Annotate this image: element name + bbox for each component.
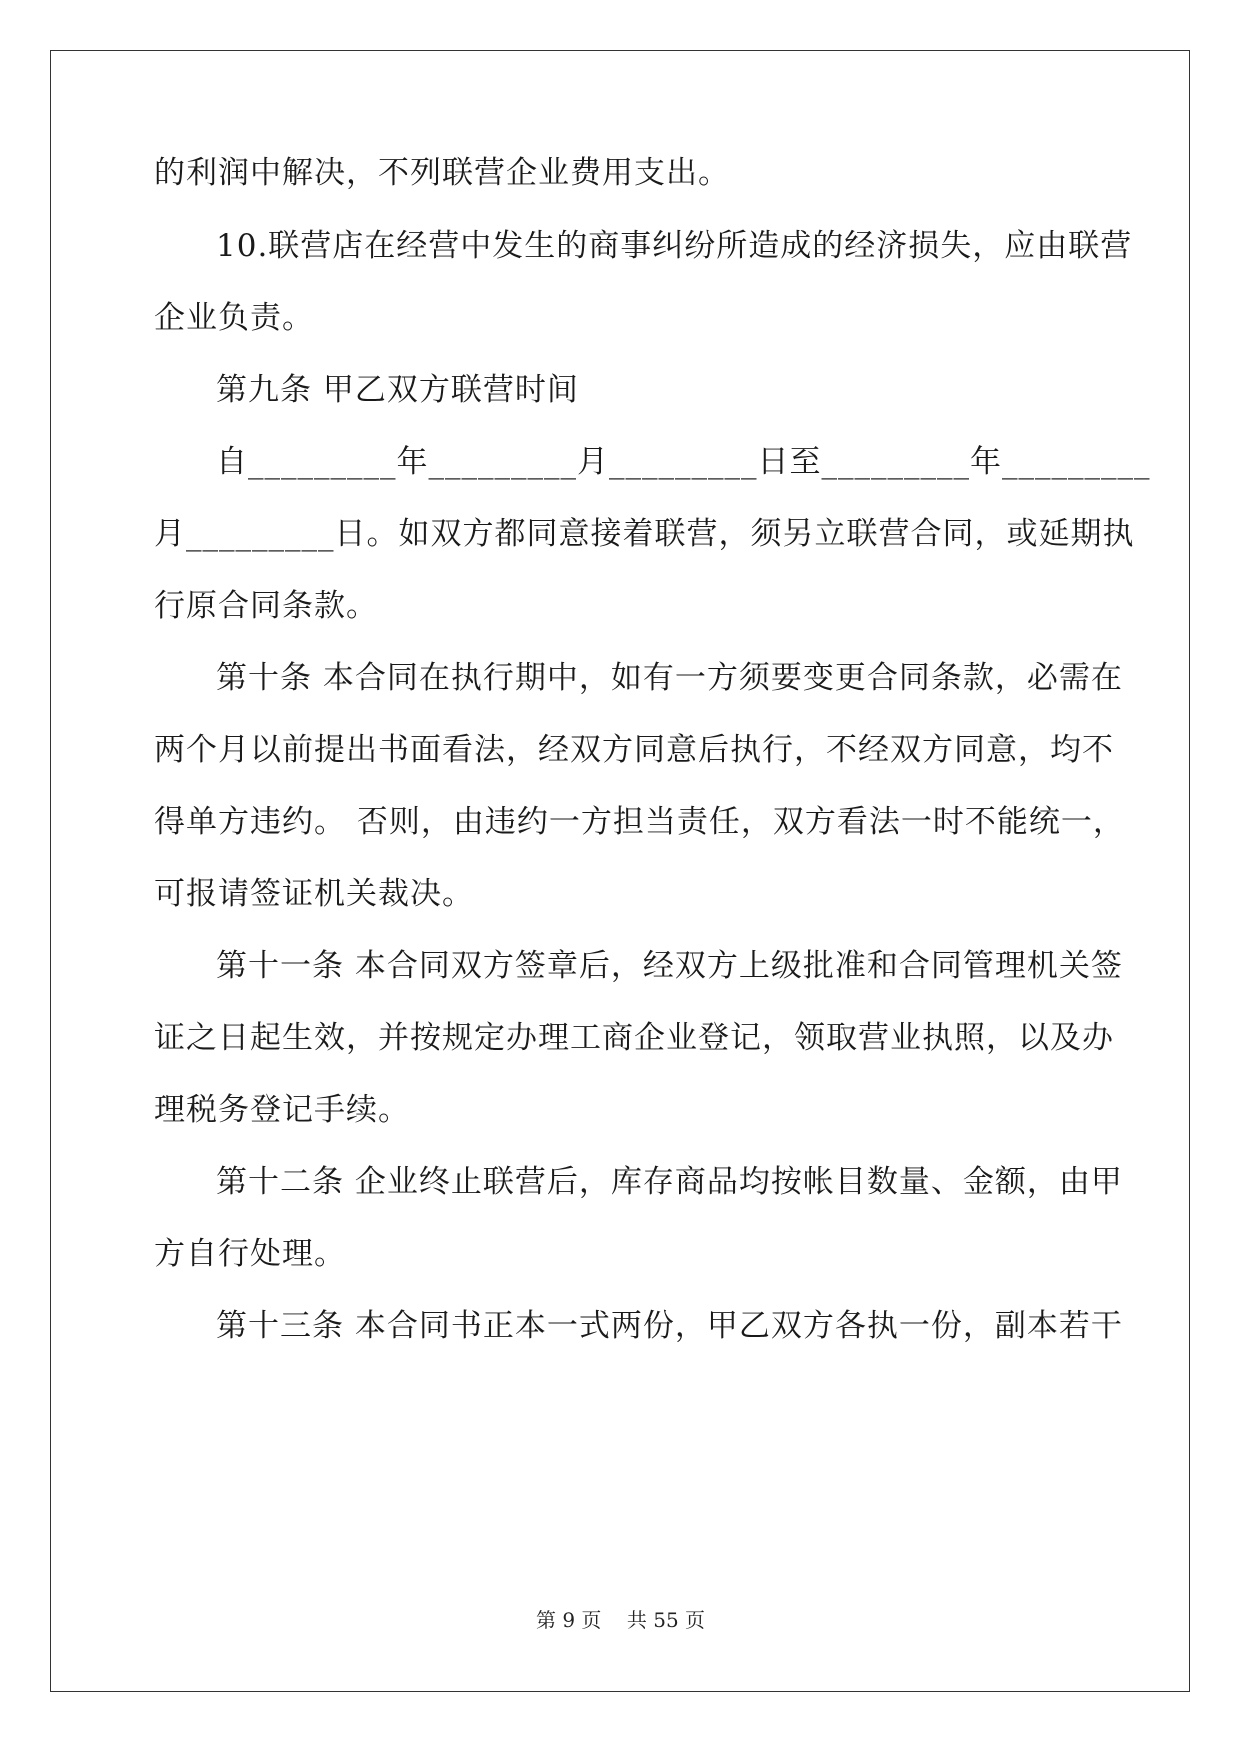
text-line: 两个月以前提出书面看法，经双方同意后执行，不经双方同意，均不	[154, 732, 1114, 768]
text-line: 10.联营店在经营中发生的商事纠纷所造成的经济损失，应由联营	[216, 228, 1133, 264]
text-line: 企业负责。	[154, 300, 314, 336]
page-number: 第 9 页	[535, 1608, 602, 1632]
text-line: 得单方违约。 否则，由违约一方担当责任，双方看法一时不能统一，	[154, 804, 1125, 840]
text-line: 自_________年_________月_________日至_________年_________	[216, 444, 1151, 480]
text-line: 证之日起生效，并按规定办理工商企业登记，领取营业执照，以及办	[154, 1020, 1114, 1056]
text-line: 第十二条 企业终止联营后，库存商品均按帐目数量、金额，由甲	[216, 1164, 1123, 1200]
page-total: 共 55 页	[626, 1608, 706, 1632]
page-frame	[50, 50, 1190, 1692]
text-line: 行原合同条款。	[154, 588, 378, 624]
text-line: 第十条 本合同在执行期中，如有一方须要变更合同条款，必需在	[216, 660, 1123, 696]
text-line: 第十三条 本合同书正本一式两份，甲乙双方各执一份，副本若干	[216, 1308, 1123, 1344]
text-line: 第十一条 本合同双方签章后，经双方上级批准和合同管理机关签	[216, 948, 1123, 984]
text-line: 方自行处理。	[154, 1236, 346, 1272]
text-line: 可报请签证机关裁决。	[154, 876, 474, 912]
page-footer	[0, 1607, 1241, 1633]
text-line: 的利润中解决，不列联营企业费用支出。	[154, 155, 730, 191]
text-line: 理税务登记手续。	[154, 1092, 410, 1128]
text-line: 月_________日。如双方都同意接着联营，须另立联营合同，或延期执	[154, 516, 1135, 552]
section-heading: 第九条 甲乙双方联营时间	[216, 372, 579, 408]
